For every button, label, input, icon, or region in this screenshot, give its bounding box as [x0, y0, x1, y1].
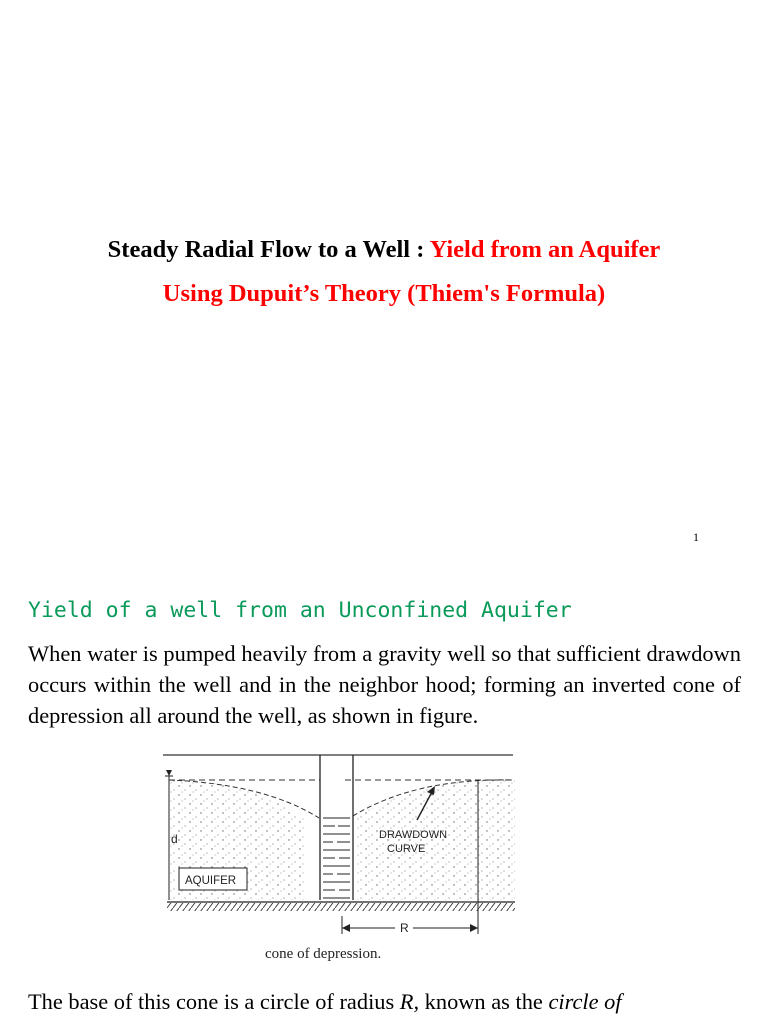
title-black-part: Steady Radial Flow to a Well :: [107, 236, 430, 263]
page-number: 1: [693, 530, 699, 544]
well-water: [323, 818, 350, 898]
slide-title: [0, 228, 768, 316]
cone-of-depression-figure: [155, 748, 525, 970]
d-label: d: [171, 832, 178, 846]
section-heading: Yield of a well from an Unconfined Aquifer: [28, 598, 572, 623]
drawdown-label-line2: CURVE: [387, 843, 426, 855]
aquifer-label: AQUIFER: [185, 875, 237, 887]
bottom-text-part2: known as the: [419, 989, 549, 1014]
figure-caption: cone of depression.: [265, 946, 382, 962]
figure-drawing: [155, 748, 525, 970]
impervious-base-hatch: [167, 903, 515, 911]
bottom-text-R: R,: [399, 989, 420, 1014]
slide-title-line1: [0, 228, 768, 272]
intro-paragraph: When water is pumped heavily from a gravity well so that sufficient drawdown occurs within the well and in the neighbor hood; forming an inverted cone of depression all around the well, as shown in figure.: [28, 641, 741, 728]
bottom-text-part1: The base of this cone is a circle of radius: [28, 989, 400, 1014]
title-red-part: Yield from an Aquifer: [429, 236, 661, 263]
r-label: R: [400, 921, 409, 935]
bottom-paragraph: [28, 986, 741, 1017]
slide-title-line2: Using Dupuit’s Theory (Thiem's Formula): [162, 280, 606, 307]
bottom-text-italic: circle of: [548, 989, 622, 1014]
drawdown-label-line1: DRAWDOWN: [379, 829, 448, 841]
